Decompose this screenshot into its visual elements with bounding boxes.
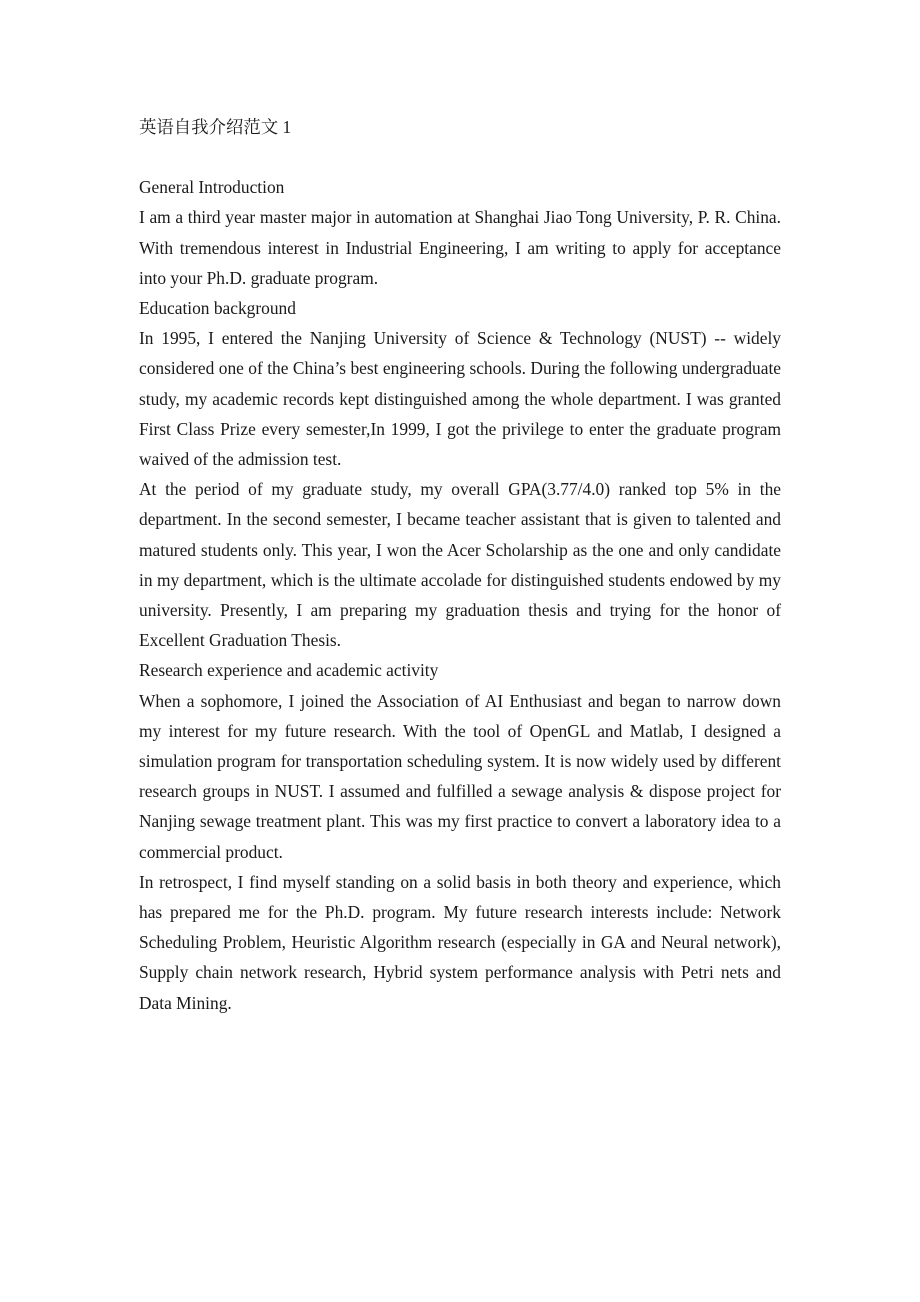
section-heading: General Introduction	[139, 177, 285, 198]
paragraph: At the period of my graduate study, my overall GPA(3.77/4.0) ranked top 5% in the department. In the second semester, I became teacher assistant that is given to talented and matured students only. This year, I won the Acer Scholarship as the one and only candidate in my department, which is the ultimate accolade for distinguished students endowed by my university. Presently, I am preparing my graduation thesis and trying for the honor of Excellent Graduation Thesis.	[139, 479, 781, 651]
section-heading: Education background	[139, 298, 296, 319]
paragraph: In retrospect, I find myself standing on a solid basis in both theory and experience, which has prepared me for the Ph.D. program. My future research interests include: Network Scheduling Problem, Heuristic Algorithm research (especially in GA and Neural network), Supply chain network research, Hybrid system performance analysis with Petri nets and Data Mining.	[139, 871, 781, 1013]
section-education-background	[139, 293, 781, 655]
paragraph: In 1995, I entered the Nanjing University of Science & Technology (NUST) -- widely considered one of the China’s best engineering schools. During the following undergraduate study, my academic records kept distinguished among the whole department. I was granted First Class Prize every semester,In 1999, I got the privilege to enter the graduate program waived of the admission test.	[139, 328, 781, 470]
document-body	[139, 112, 781, 1018]
section-research-experience	[139, 655, 781, 1017]
paragraph: When a sophomore, I joined the Association of AI Enthusiast and began to narrow down my interest for my future research. With the tool of OpenGL and Matlab, I designed a simulation program for transportation scheduling system. It is now widely used by different research groups in NUST. I assumed and fulfilled a sewage analysis & dispose project for Nanjing sewage treatment plant. This was my first practice to convert a laboratory idea to a commercial product.	[139, 690, 781, 862]
paragraph: I am a third year master major in automation at Shanghai Jiao Tong University, P. R. China. With tremendous interest in Industrial Engineering, I am writing to apply for acceptance into your Ph.D. graduate program.	[139, 207, 781, 288]
section-heading: Research experience and academic activity	[139, 660, 439, 681]
section-general-introduction	[139, 172, 781, 293]
document-title: 英语自我介绍范文 1	[139, 117, 292, 137]
